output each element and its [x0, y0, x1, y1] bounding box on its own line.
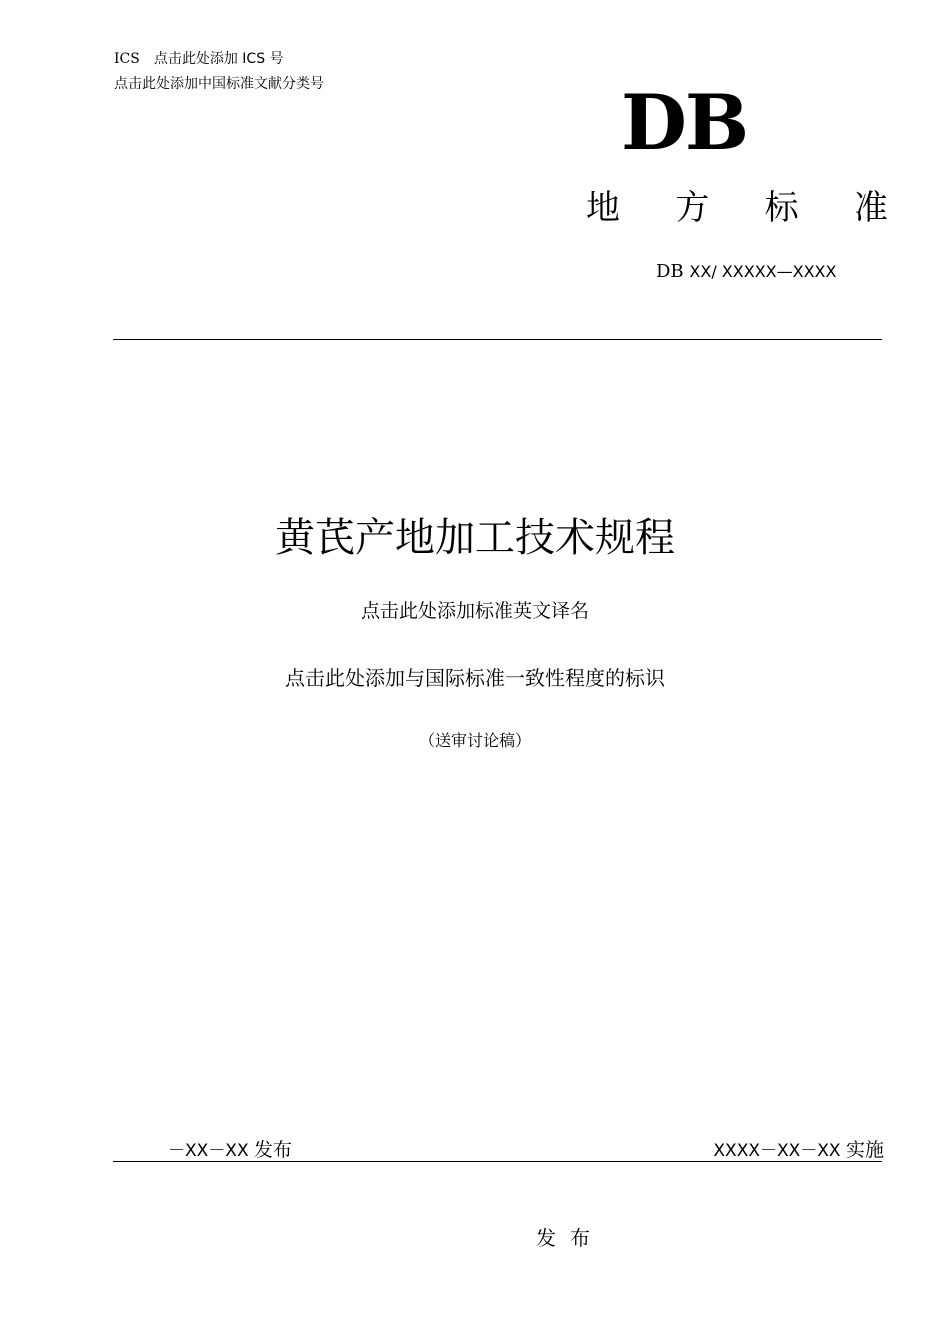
publish-label: 发布 — [254, 1139, 293, 1161]
publish-date-value[interactable]: －XX－XX — [168, 1141, 249, 1161]
standard-code-prefix: DB — [656, 261, 684, 282]
db-logo: DB — [621, 78, 748, 167]
standard-type-heading — [586, 186, 888, 230]
header-divider — [113, 339, 882, 340]
implement-date — [713, 1138, 884, 1163]
standard-type-char: 地 — [586, 188, 620, 228]
standard-code-number[interactable]: XX/ XXXXX—XXXX — [689, 262, 837, 281]
document-title[interactable]: 黄芪产地加工技术规程 — [275, 515, 675, 561]
standard-code — [656, 260, 836, 284]
standard-type-char: 标 — [764, 188, 799, 228]
ics-line — [114, 50, 284, 68]
implement-date-value[interactable]: XXXX－XX－XX — [713, 1141, 841, 1161]
english-name-field[interactable]: 点击此处添加标准英文译名 — [360, 600, 589, 622]
ccs-number-field[interactable]: 点击此处添加中国标准文献分类号 — [114, 76, 324, 92]
standard-type-char: 方 — [675, 188, 710, 228]
standard-type-char: 准 — [853, 188, 888, 228]
publish-date — [168, 1138, 292, 1163]
footer-divider — [113, 1161, 882, 1162]
ics-number-field[interactable]: 点击此处添加 ICS 号 — [153, 51, 284, 67]
issuer-label[interactable]: 发布 — [536, 1226, 604, 1250]
implement-label: 实施 — [845, 1139, 884, 1161]
ics-label: ICS — [114, 51, 140, 67]
draft-status: （送审讨论稿） — [418, 731, 531, 750]
consistency-field[interactable]: 点击此处添加与国际标准一致性程度的标识 — [285, 666, 665, 690]
